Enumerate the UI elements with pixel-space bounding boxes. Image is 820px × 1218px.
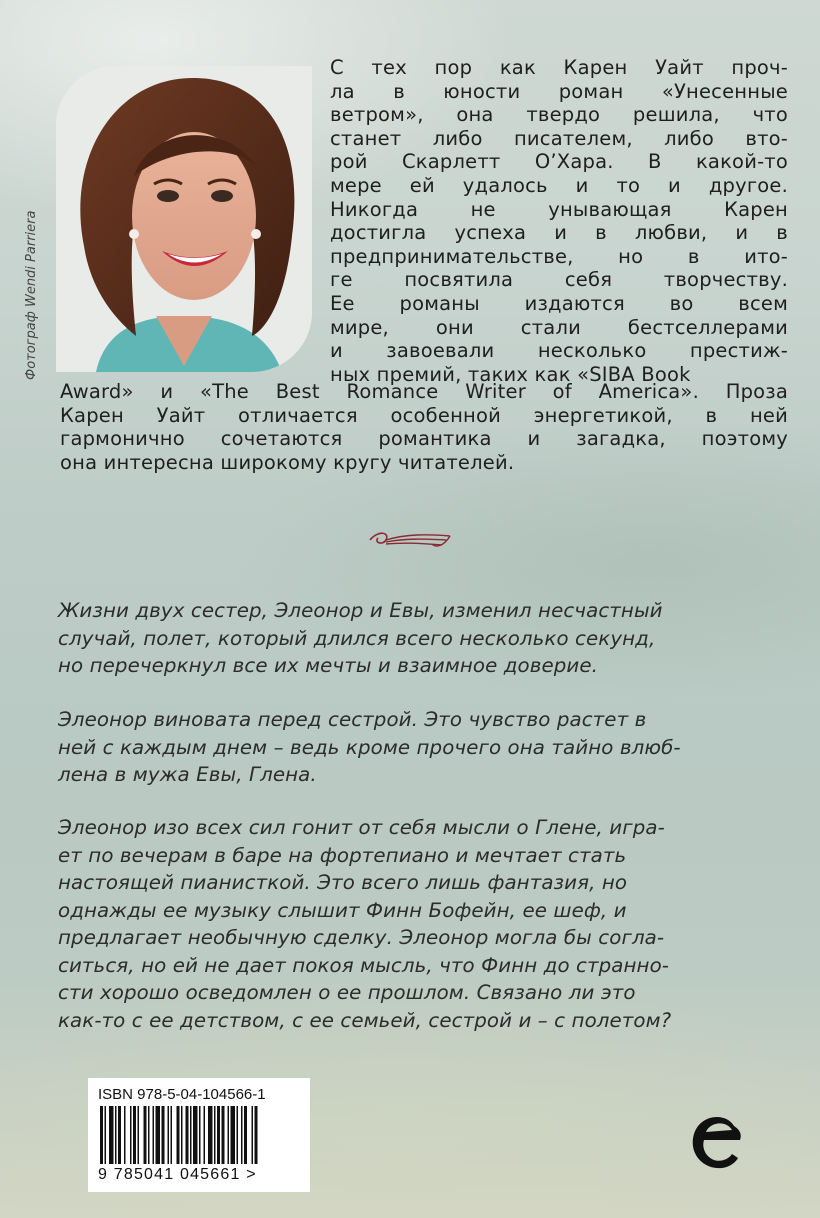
annotation-p3-line: ситься, но ей не дает покоя мысль, что Финн до странно- — [58, 953, 670, 977]
bio_lines_narrow-line: предпринимательстве, но в ито- — [330, 244, 788, 268]
publisher-logo — [688, 1110, 744, 1172]
bio_lines_wide-line: она интересна широкому кругу читателей. — [60, 450, 515, 474]
bio_lines_wide-line: Award» и «The Best Romance Writer of America». Проза — [60, 380, 788, 403]
bio_lines_narrow-line: ге посвятила себя творчеству. — [330, 268, 788, 292]
bio_lines_wide-line: гармонично сочетаются романтика и загадка, поэтому — [60, 427, 788, 451]
bio_lines_narrow-line: Никогда не унывающая Карен — [330, 197, 788, 221]
annotation-p3-line: предлагает необычную сделку. Элеонор могла бы согла- — [58, 926, 665, 949]
ornament-divider — [366, 526, 454, 554]
bio_lines_narrow-line: мире, они стали бестселлерами — [330, 315, 788, 339]
author-bio-narrow — [330, 56, 788, 386]
annotation-p2-line: ней с каждым днем – ведь кроме прочего она тайно влюб- — [58, 735, 681, 759]
annotation-p2-line: лена в мужа Евы, Глена. — [58, 763, 317, 786]
bio_lines_narrow-line: достигла успеха и в любви, и в — [330, 221, 788, 245]
author-bio-wide — [60, 380, 788, 474]
bio_lines_narrow-line: Ее романы издаются во всем — [330, 291, 788, 315]
annotation-p1-line: но перечеркнул все их мечты и взаимное доверие. — [58, 654, 599, 677]
annotation-paragraph-3 — [58, 814, 758, 1034]
bio_lines_narrow-line: и завоевали несколько престиж- — [330, 339, 788, 363]
annotation-p3-line: настоящей пианисткой. Это всего лишь фантазия, но — [58, 871, 628, 894]
annotation-paragraph-1 — [58, 597, 758, 680]
barcode-bars — [96, 1106, 302, 1168]
annotation-p2-line: Элеонор виновата перед сестрой. Это чувство растет в — [58, 708, 647, 731]
annotation-p1-line: случай, полет, который длился всего несколько секунд, — [58, 626, 656, 650]
isbn-label: ISBN 978-5-04-104566-1 — [98, 1086, 266, 1103]
author-photo — [56, 66, 312, 372]
annotation-paragraph-2 — [58, 706, 758, 789]
bio_lines_narrow-line: ветром», она твердо решила, что — [330, 103, 788, 127]
annotation-p3-line: как-то с ее детством, с ее семьей, сестрой и – с полетом? — [58, 1008, 672, 1032]
bio_lines_wide-line: Карен Уайт отличается особенной энергетикой, в ней — [60, 403, 788, 427]
photo-credit: Фотограф Wendi Parriera — [24, 210, 39, 380]
annotation-p3-line: сти хорошо осведомлен о ее прошлом. Связано ли это — [58, 981, 636, 1004]
bio_lines_narrow-line: С тех пор как Карен Уайт проч- — [330, 56, 788, 79]
bio_lines_narrow-line: рой Скарлетт О’Хара. В какой-то — [330, 150, 788, 174]
bio_lines_narrow-line: станет либо писателем, либо вто- — [330, 126, 788, 150]
annotation-p3-line: однажды ее музыку слышит Финн Бофейн, ее шеф, и — [58, 898, 627, 922]
annotation-p3-line: Элеонор изо всех сил гонит от себя мысли о Глене, игра- — [58, 816, 665, 839]
bio_lines_narrow-line: ла в юности роман «Унесенные — [330, 79, 788, 103]
annotation-p3-line: ет по вечерам в баре на фортепиано и мечтает стать — [58, 843, 627, 867]
annotation-p1-line: Жизни двух сестер, Элеонор и Евы, изменил несчастный — [58, 599, 663, 622]
bio_lines_narrow-line: ных премий, таких как «SIBA Book — [330, 362, 691, 386]
isbn-digits: 9 785041 045661 > — [98, 1166, 257, 1183]
bio_lines_narrow-line: мере ей удалось и то и другое. — [330, 173, 788, 197]
isbn-barcode — [88, 1078, 310, 1192]
